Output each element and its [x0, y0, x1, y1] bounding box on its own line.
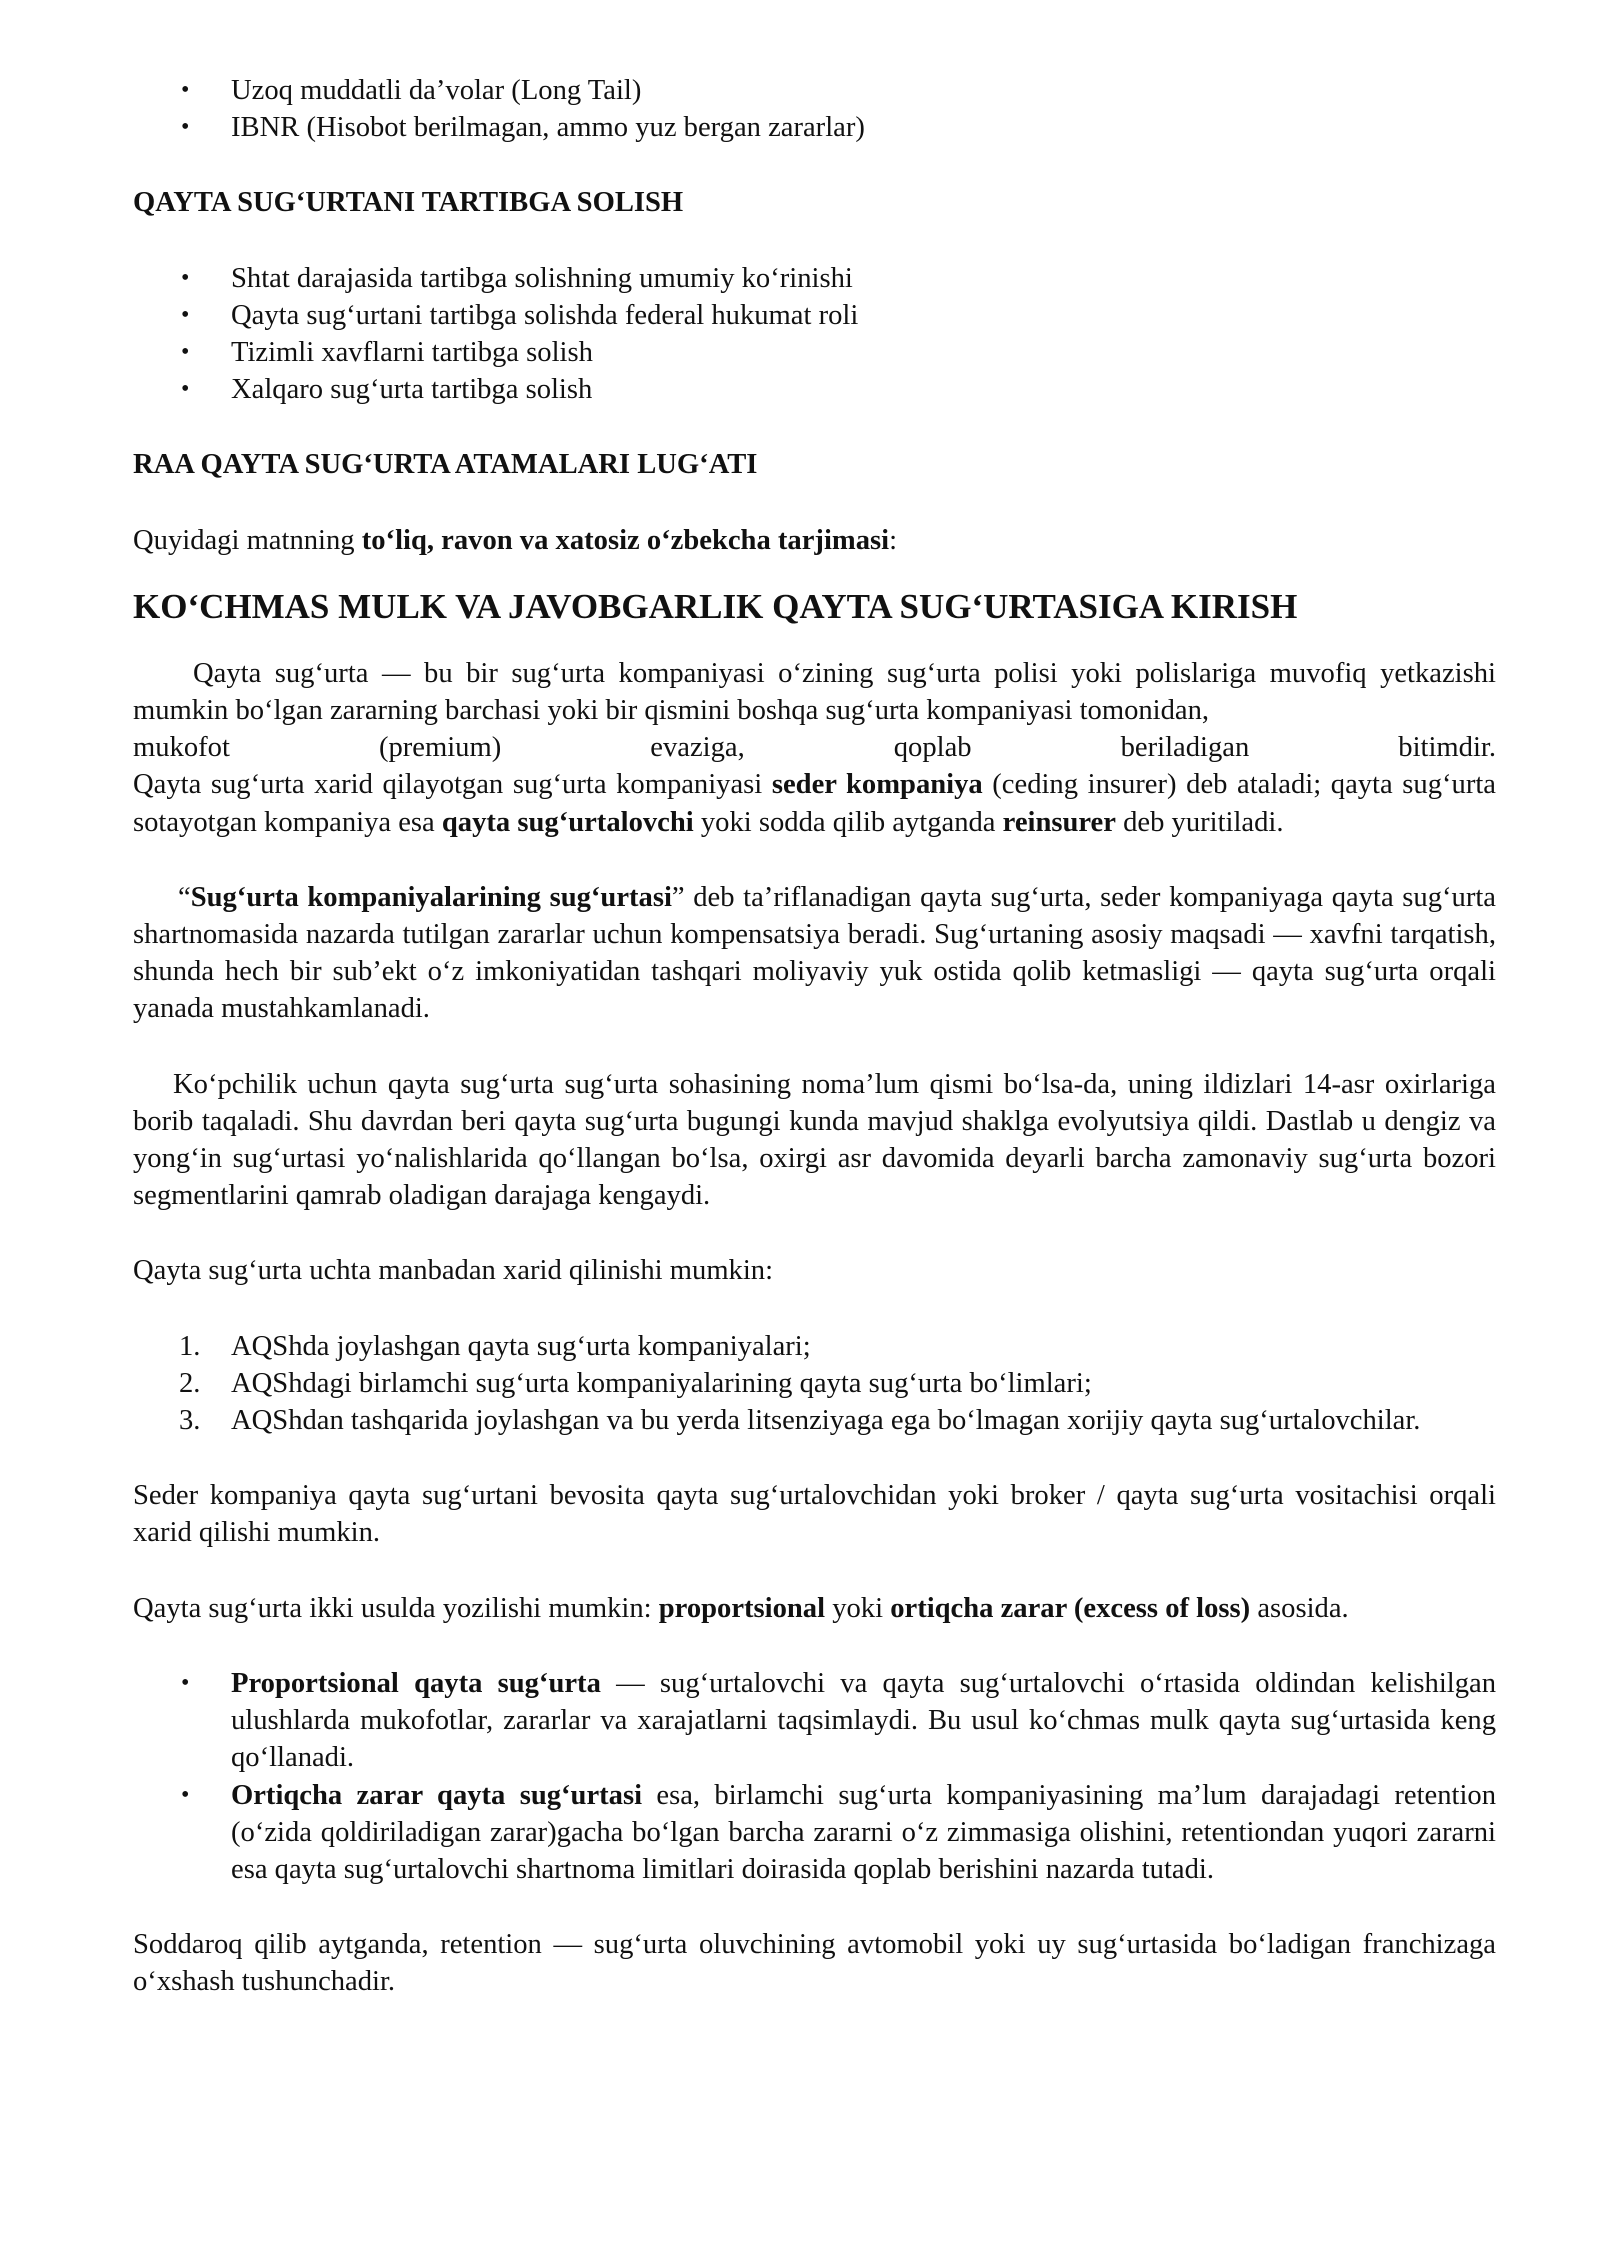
paragraph: Ko‘pchilik uchun qayta sug‘urta sug‘urta sohasining noma’lum qismi bo‘lsa-da, uning ildizlari 14-asr oxirlariga borib taqaladi. Shu davrdan beri qayta sug‘urta bugungi kunda mavjud shaklga evolyutsiya qildi. Dastlab u dengiz va yong‘in sug‘urtasi yo‘nalishlarida qo‘llangan bo‘lsa, oxirgi asr davomida deyarli barcha zamonaviy sug‘urta bozori segmentlarini qamrab oladigan darajaga kengaydi. — [133, 1068, 1496, 1212]
sources-numbered-list — [133, 1328, 1496, 1440]
methods-bullet-list — [133, 1665, 1496, 1888]
list-item: • Shtat darajasida tartibga solishning umumiy ko‘rinishi — [133, 260, 1496, 297]
list-item: • Tizimli xavflarni tartibga solish — [133, 334, 1496, 371]
list-item: • Proportsional qayta sug‘urta — sug‘urtalovchi va qayta sug‘urtalovchi o‘rtasida oldindan kelishilgan ulushlarda mukofotlar, zararlar va xarajatlarni taqsimlaydi. Bu usul ko‘chmas mulk qayta sug‘urtasida keng qo‘llanadi. — [133, 1665, 1496, 1777]
list-item: 1. AQShda joylashgan qayta sug‘urta kompaniyalari; — [179, 1330, 811, 1362]
list-item: 3. AQShdan tashqarida joylashgan va bu yerda litsenziyaga ega bo‘lmagan xorijiy qayta sug‘urtalovchilar. — [179, 1405, 1421, 1437]
paragraph: “Sug‘urta kompaniyalarining sug‘urtasi” deb ta’riflanadigan qayta sug‘urta, seder kompaniyaga qayta sug‘urta shartnomasida nazarda tutilgan zararlar uchun kompensatsiya beradi. Sug‘urtaning asosiy maqsadi — xavfni tarqatish, shunda hech bir sub’ekt o‘z imkoniyatidan tashqari moliyaviy yuk ostida qolib ketmasligi — qayta sug‘urta orqali yanada mustahkamlanadi. — [133, 881, 1496, 1025]
section-heading: QAYTA SUG‘URTANI TARTIBGA SOLISH — [133, 187, 684, 219]
bullet-icon: • — [181, 1781, 190, 1808]
list-item: • Xalqaro sug‘urta tartibga solish — [133, 371, 1496, 408]
list-item: • Uzoq muddatli da’volar (Long Tail) — [133, 72, 1496, 109]
bullet-icon: • — [181, 114, 190, 141]
paragraph: Seder kompaniya qayta sug‘urtani bevosita qayta sug‘urtalovchidan yoki broker / qayta sug‘urta vositachisi orqali xarid qilishi mumkin. — [133, 1480, 1496, 1549]
top-bullet-list — [133, 72, 1496, 146]
paragraph: Soddaroq qilib aytganda, retention — sug‘urta oluvchining avtomobil yoki uy sug‘urtasida bo‘ladigan franchizaga o‘xshash tushunchadir. — [133, 1929, 1496, 1998]
paragraph: Qayta sug‘urta ikki usulda yozilishi mumkin: proportsional yoki ortiqcha zarar (excess of loss) asosida. — [133, 1592, 1349, 1624]
bullet-icon: • — [181, 77, 190, 103]
list-item: • Qayta sug‘urtani tartibga solishda federal hukumat roli — [133, 297, 1496, 334]
bullet-icon: • — [181, 264, 190, 291]
main-title: KO‘CHMAS MULK VA JAVOBGARLIK QAYTA SUG‘URTASIGA KIRISH — [133, 586, 1298, 626]
section-heading: RAA QAYTA SUG‘URTA ATAMALARI LUG‘ATI — [133, 449, 758, 481]
bullet-icon: • — [181, 376, 190, 403]
list-item: 2. AQShdagi birlamchi sug‘urta kompaniyalarining qayta sug‘urta bo‘limlari; — [179, 1367, 1092, 1399]
list-item: • Ortiqcha zarar qayta sug‘urtasi esa, birlamchi sug‘urta kompaniyasining ma’lum darajadagi retention (o‘zida qoldiriladigan zarar)gacha bo‘lgan barcha zararni o‘z zimmasiga olishini, retentiondan yuqori zararni esa qayta sug‘urtalovchi shartnoma limitlari doirasida qoplab berishini nazarda tutadi. — [133, 1777, 1496, 1889]
regulation-bullet-list — [133, 260, 1496, 409]
bullet-icon: • — [181, 301, 190, 328]
bullet-icon: • — [181, 339, 190, 366]
paragraph: Qayta sug‘urta uchta manbadan xarid qilinishi mumkin: — [133, 1255, 774, 1287]
paragraph: Qayta sug‘urta — bu bir sug‘urta kompaniyasi o‘zining sug‘urta polisi yoki polislariga muvofiq yetkazishi mumkin bo‘lgan zararning barchasi yoki bir qismini boshqa sug‘urta kompaniyasi tomonidan, mukofot (premium) evaziga, qoplab beriladigan bitimdir. Qayta sug‘urta xarid qilayotgan sug‘urta kompaniyasi seder kompaniya (ceding insurer) deb ataladi; qayta sug‘urta sotayotgan kompaniya esa qayta sug‘urtalovchi yoki sodda qilib aytganda reinsurer deb yuritiladi. — [133, 657, 1496, 838]
list-item: • IBNR (Hisobot berilmagan, ammo yuz bergan zararlar) — [133, 109, 1496, 146]
intro-line: Quyidagi matnning to‘liq, ravon va xatosiz o‘zbekcha tarjimasi: — [133, 524, 898, 556]
bullet-icon: • — [181, 1669, 190, 1696]
